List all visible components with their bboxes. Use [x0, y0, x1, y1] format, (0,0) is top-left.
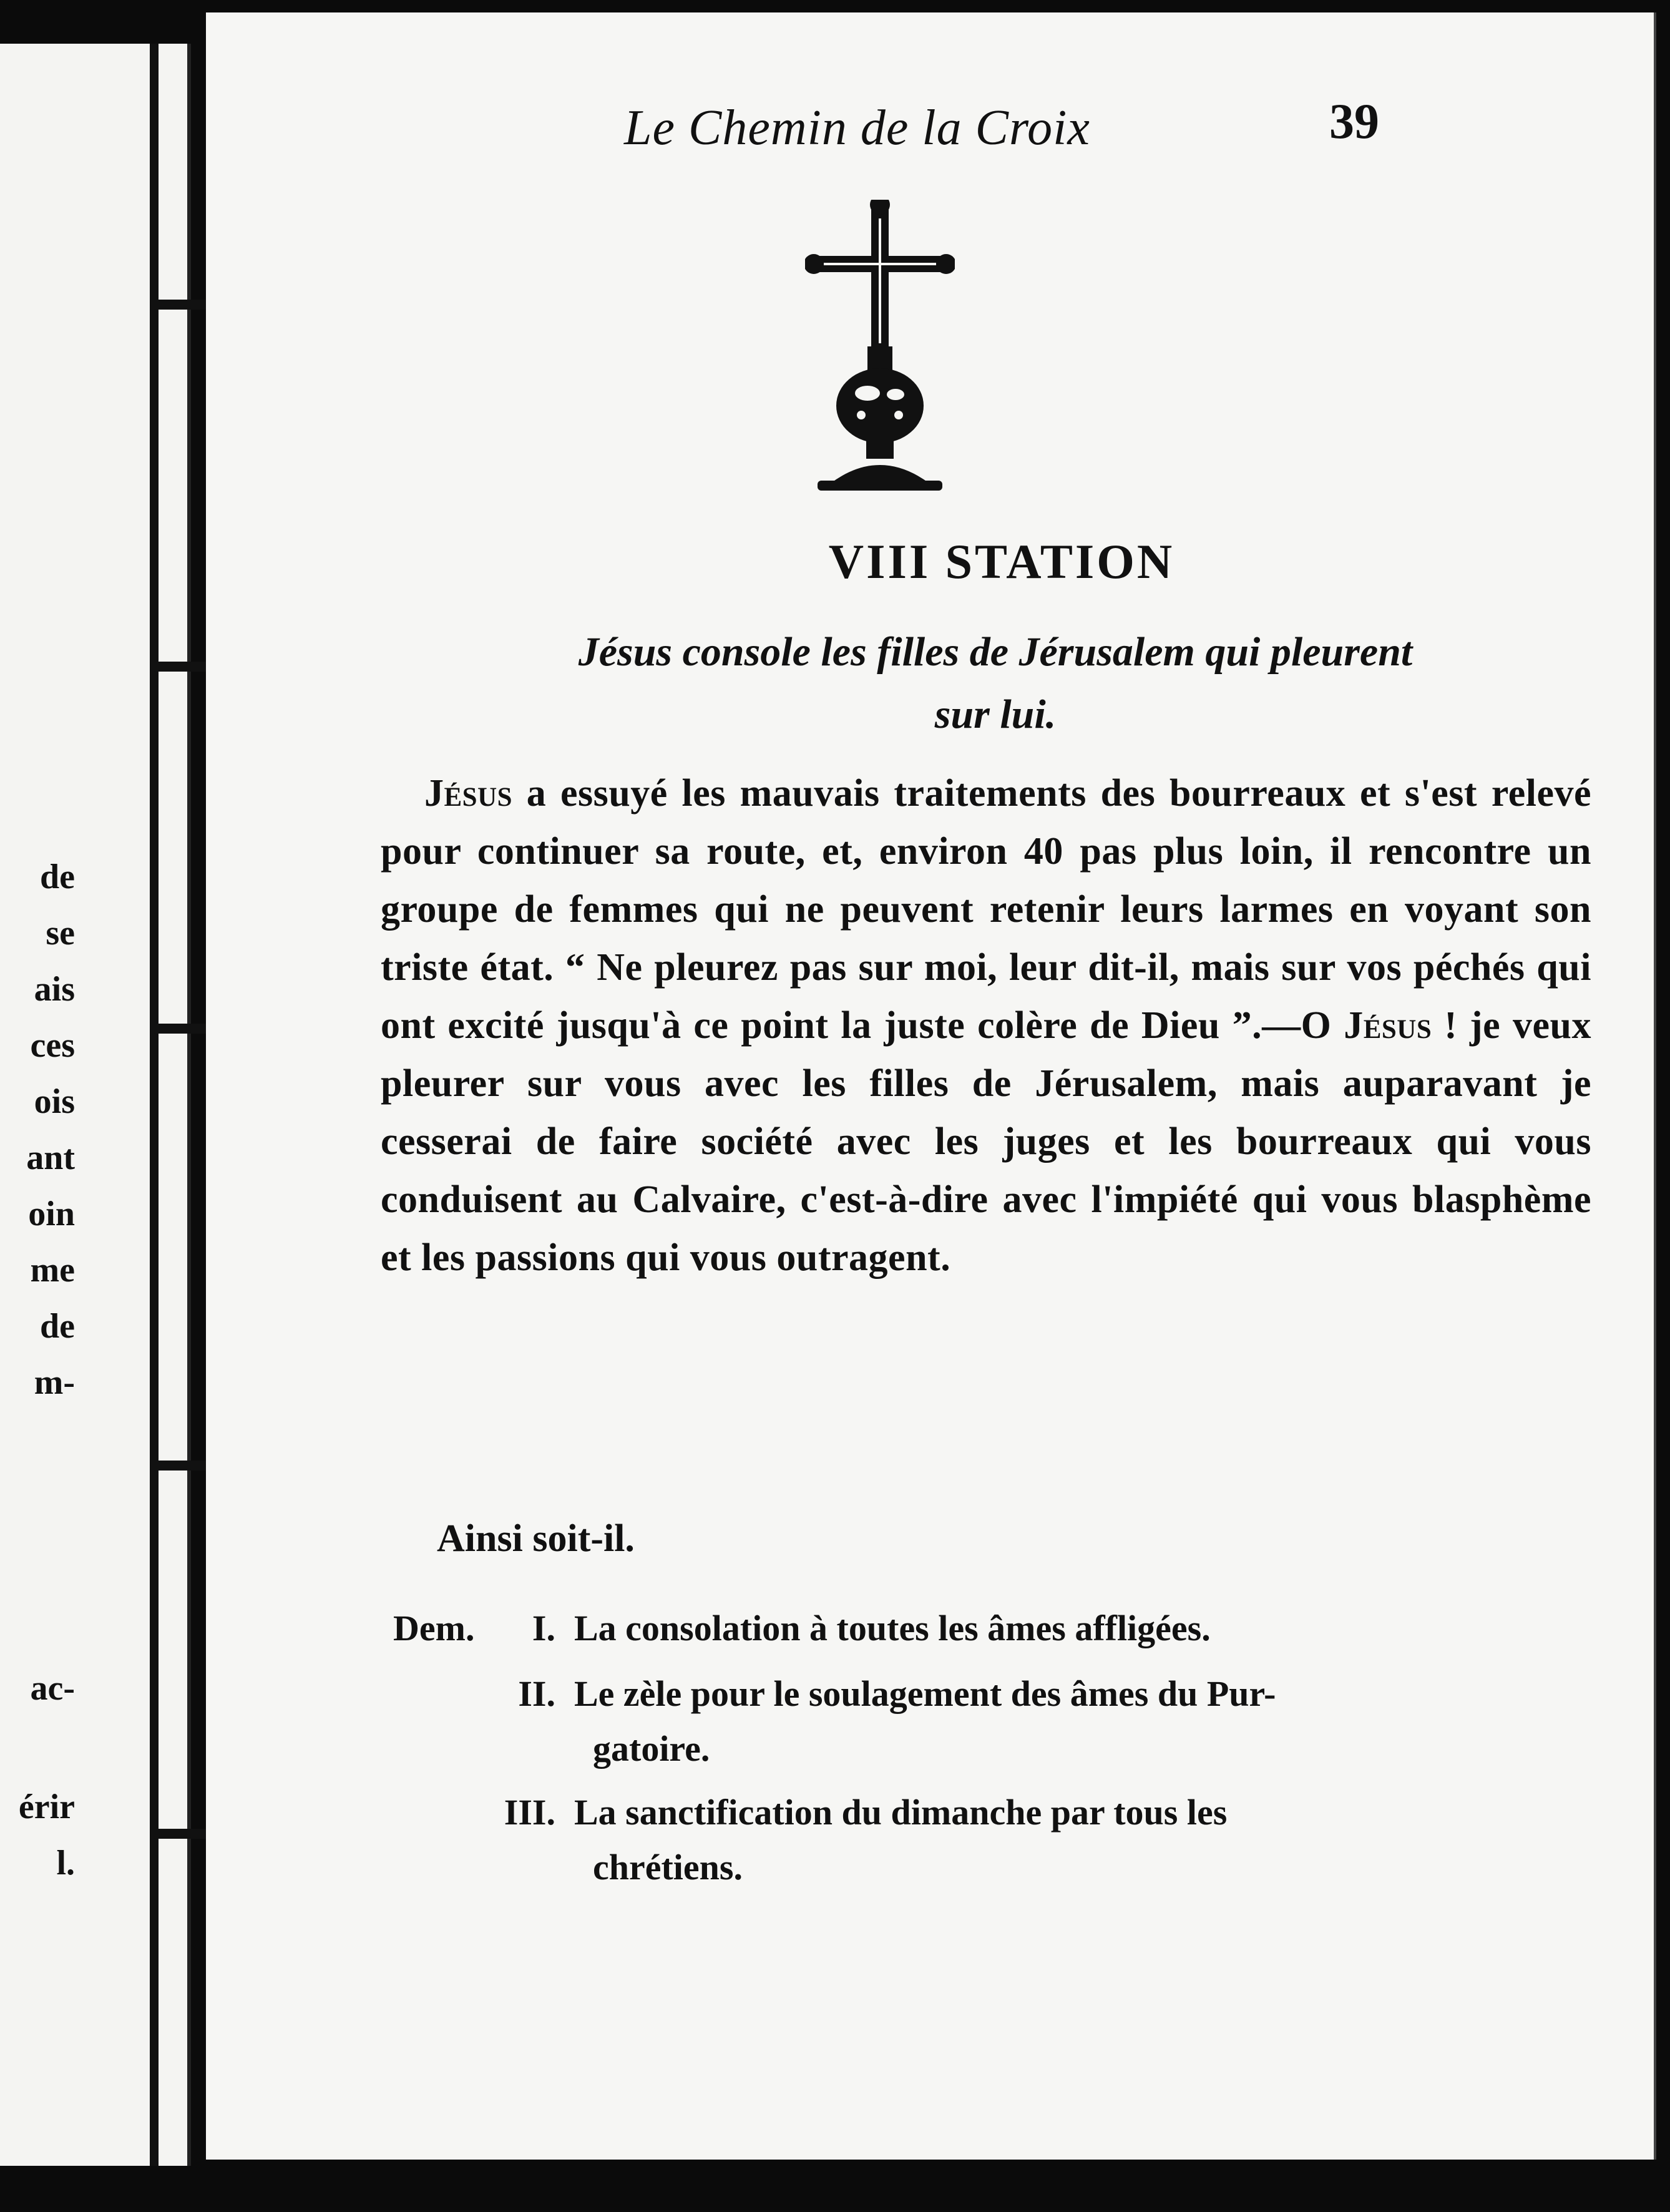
margin-fragment: oin	[28, 1195, 75, 1233]
demand-item	[393, 1601, 1616, 1656]
demand-text-continued: gatoire.	[593, 1728, 710, 1769]
subtitle-line: Jésus console les filles de Jérusalem qui pleurent	[578, 629, 1413, 675]
demand-number: II.	[518, 1673, 555, 1714]
station-subtitle	[381, 621, 1610, 746]
demand-text: Le zèle pour le soulagement des âmes du Pur-	[574, 1673, 1276, 1714]
station-title: VIII STATION	[828, 534, 1175, 589]
cross-ornament-icon	[805, 200, 955, 493]
margin-fragment: ac-	[30, 1669, 75, 1708]
running-title: Le Chemin de la Croix	[624, 100, 1090, 155]
demand-item	[393, 1666, 1616, 1776]
subtitle-line: sur lui.	[934, 692, 1057, 737]
binding-stitch	[154, 662, 210, 672]
demand-prefix: Dem.	[393, 1608, 475, 1648]
paragraph-text: ! je veux pleurer sur vous avec les filles de Jérusalem, mais auparavant je cesserai de faire société avec les juges et les bourreaux qui vous conduisent au Calvaire, c'est-à-dire avec l'impiété qui vous blasphème et les passions qui vous outragent.	[381, 1004, 1591, 1279]
book-page	[206, 12, 1656, 2160]
demand-text: La sanctification du dimanche par tous les	[574, 1792, 1228, 1833]
margin-fragment: me	[30, 1251, 75, 1290]
margin-fragment: se	[46, 914, 75, 952]
binding-stitch	[154, 1024, 210, 1034]
margin-fragment: l.	[56, 1844, 75, 1882]
margin-fragment: ces	[30, 1026, 75, 1065]
meditation-paragraph	[381, 765, 1591, 1287]
margin-fragment: m-	[34, 1363, 75, 1402]
margin-fragment: érir	[18, 1788, 75, 1826]
margin-fragment: de	[40, 858, 75, 896]
margin-fragment: ois	[34, 1082, 75, 1121]
demand-text: La consolation à toutes les âmes affligées.	[574, 1608, 1211, 1648]
binding-stitch	[154, 1461, 210, 1471]
jesus-small-caps: Jésus	[1344, 1004, 1432, 1047]
closing-prayer: Ainsi soit-il.	[437, 1517, 635, 1560]
page-header	[206, 87, 1654, 169]
page-number: 39	[1329, 94, 1379, 149]
demand-text-continued: chrétiens.	[593, 1847, 743, 1887]
margin-fragment: ais	[34, 970, 75, 1009]
margin-fragment: ant	[26, 1138, 75, 1177]
binding-stitch	[154, 1829, 210, 1839]
book-binding	[150, 44, 183, 2166]
demand-number: I.	[532, 1608, 555, 1648]
lead-word: Jésus	[424, 772, 513, 815]
demand-item	[393, 1785, 1616, 1895]
demand-number: III.	[504, 1792, 555, 1833]
paragraph-text: a essuyé les mauvais traitements des bourreaux et s'est relevé pour continuer sa route, et, environ 40 pas plus loin, il rencontre un groupe de femmes qui ne peuvent retenir leurs larmes en voyant son triste état. “ Ne pleurez pas sur moi, leur dit-il, mais sur vos péchés qui ont excité jusqu'à ce point la juste colère de Dieu ”.—O	[381, 772, 1591, 1047]
margin-fragment: de	[40, 1307, 75, 1346]
binding-stitch	[154, 300, 210, 310]
